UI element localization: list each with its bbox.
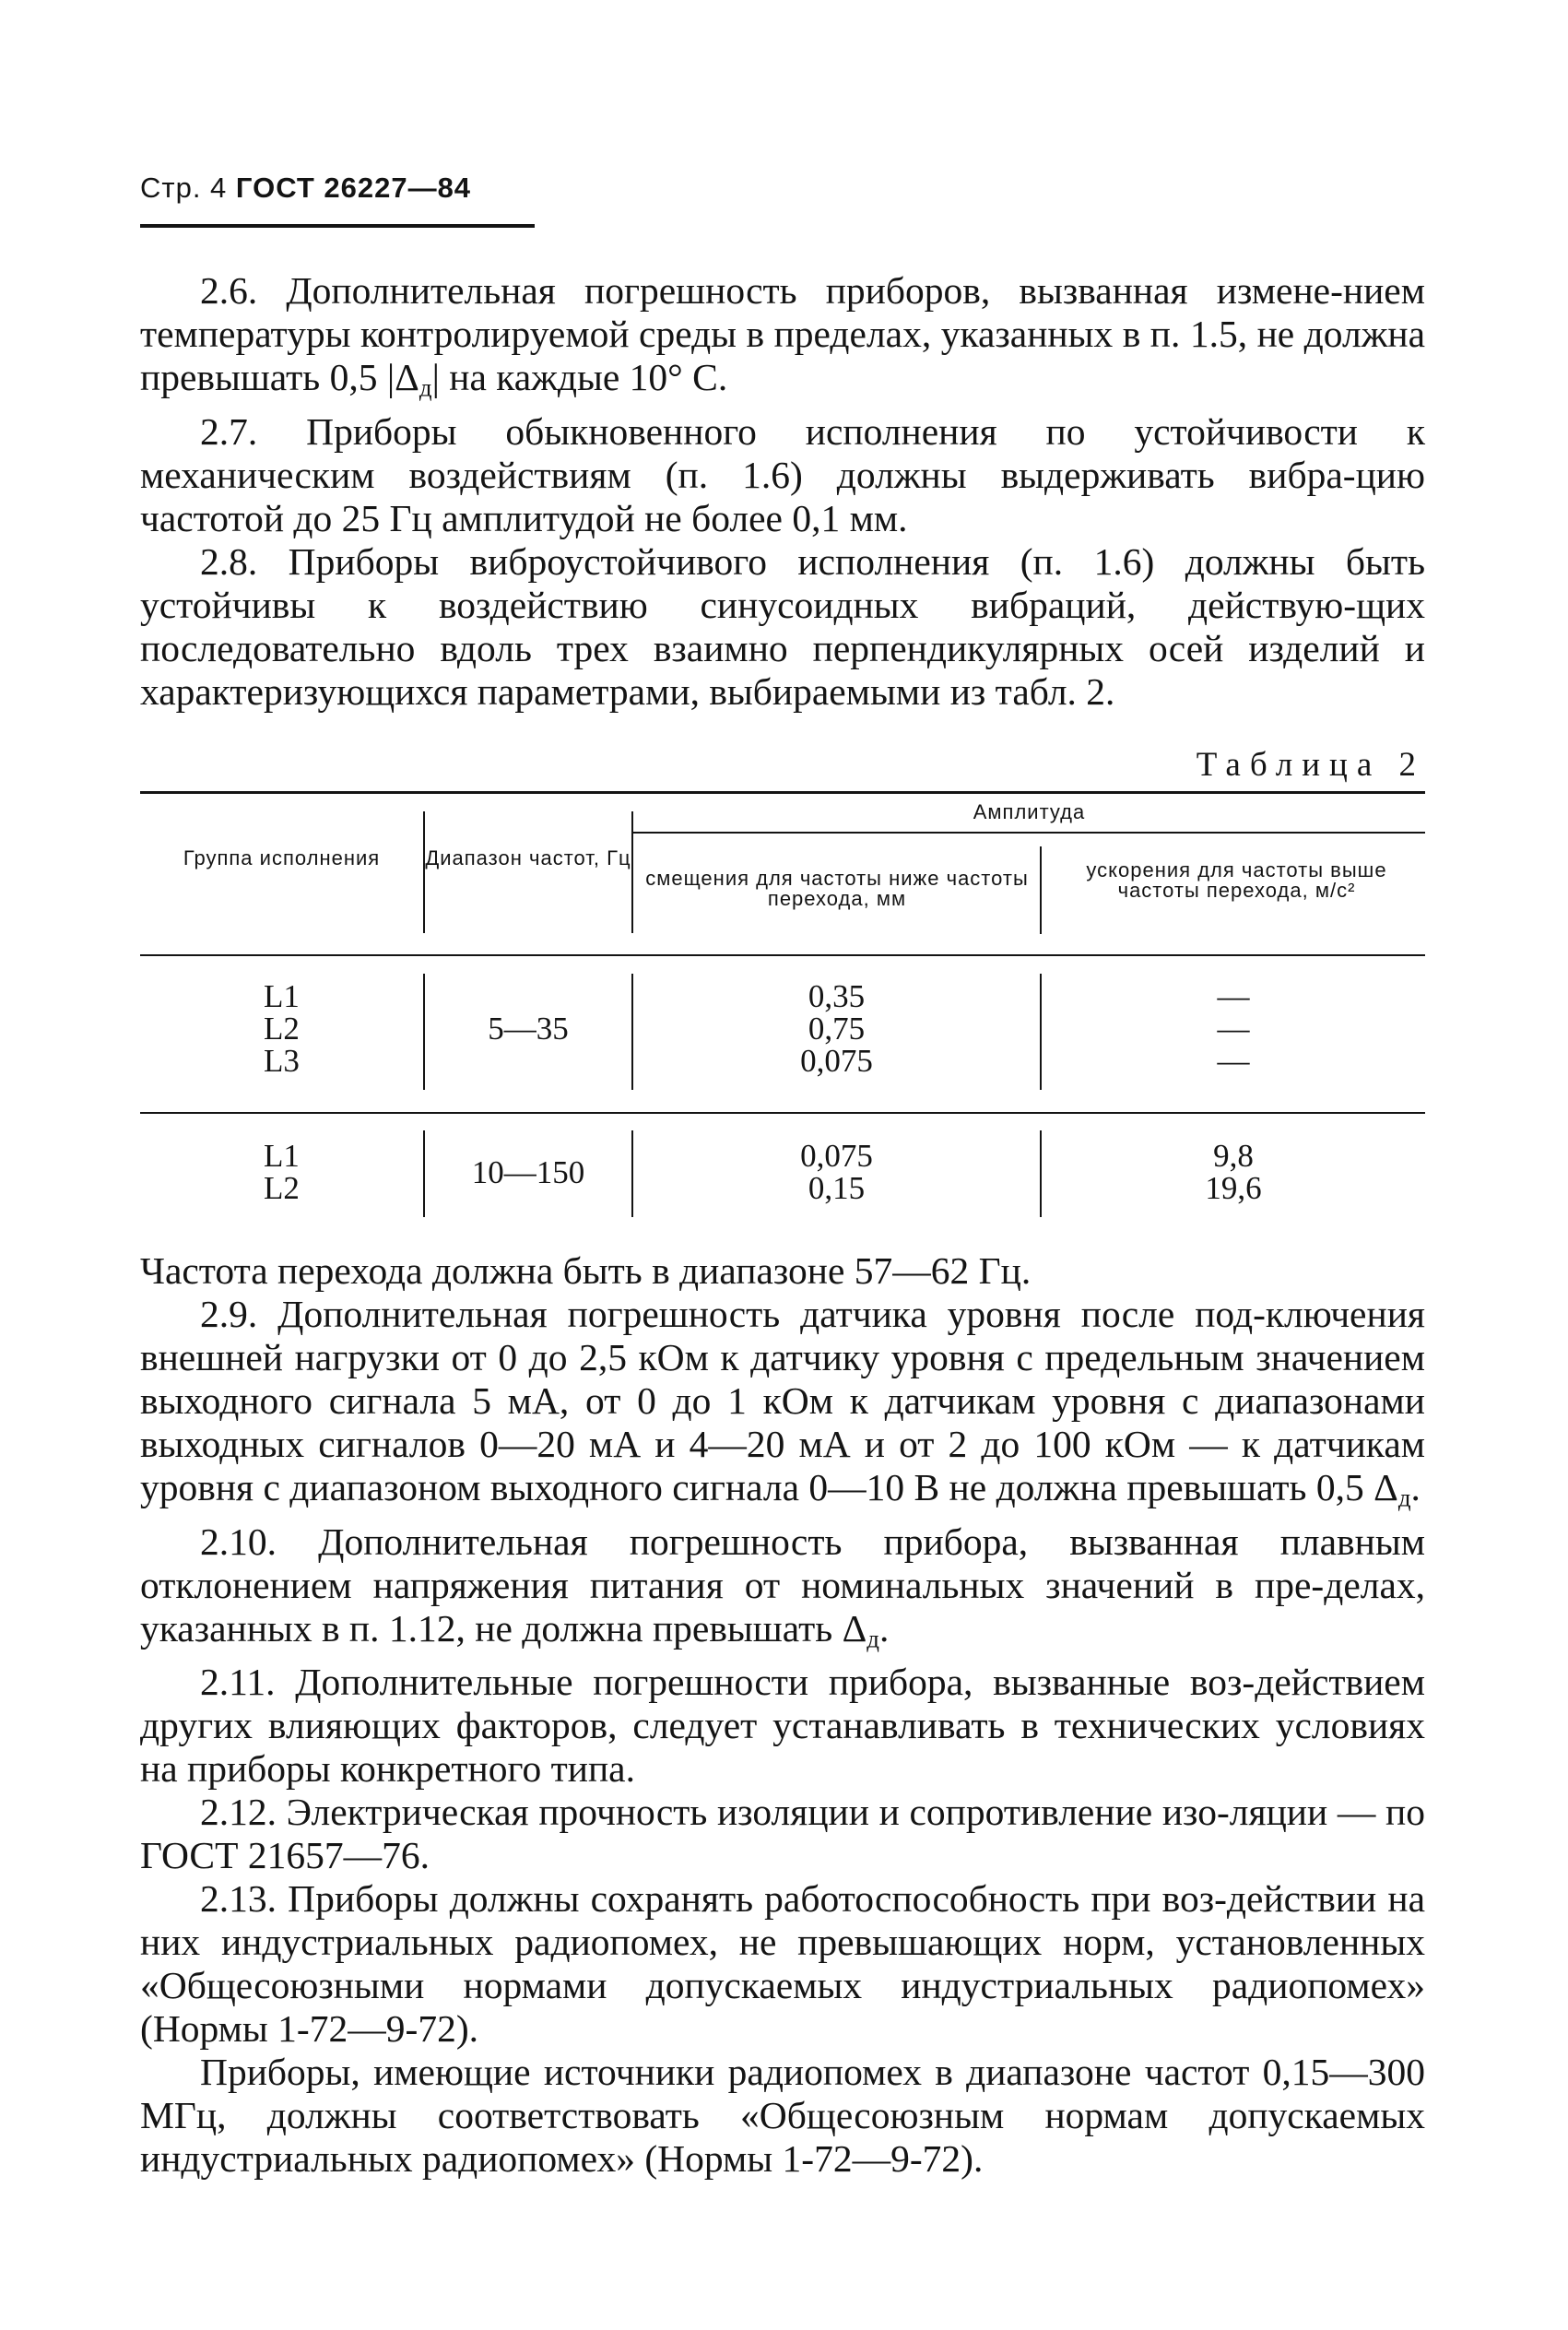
row1-range: 5—35: [488, 1011, 569, 1047]
table-top-rule: [140, 791, 1425, 794]
page-header: [140, 171, 471, 205]
row2-displacement: 0,075 0,15: [800, 1138, 873, 1206]
paragraph-2-11: 2.11. Дополнительные погрешности прибора, вызванные воз-действием других влияющих факторов, следует устанавливать в технических условиях на приборы конкретного типа.: [140, 1661, 1425, 1791]
header-group: Группа исполнения: [183, 846, 381, 869]
row2-range: 10—150: [471, 1154, 585, 1190]
table-caption: Таблица 2: [1196, 746, 1425, 784]
paragraph-radio-noise-sources: Приборы, имеющие источники радиопомех в диапазоне частот 0,15—300 МГц, должны соответствовать «Общесоюзным нормам допускаемых индустриальных радиопомех» (Нормы 1-72—9-72).: [140, 2051, 1425, 2181]
col-rule-1: [423, 811, 425, 933]
header-displacement: смещения для частоты ниже частоты перехода, мм: [645, 867, 1029, 910]
header-rule: [140, 224, 535, 228]
paragraph-2-10: 2.10. Дополнительная погрешность прибора, вызванная плавным отклонением напряжения питания от номинальных значений в пре-делах, указанных в п. 1.12, не должна превышать $\Delta_д$.: [140, 1520, 1425, 1653]
row1-groups: L1 L2 L3: [264, 978, 300, 1079]
header-acceleration: ускорения для частоты выше частоты перехода, м/с²: [1086, 858, 1387, 902]
header-bottom-rule: [140, 954, 1425, 956]
row2-groups: L1 L2: [264, 1138, 300, 1206]
row2-acceleration: 9,8 19,6: [1205, 1138, 1262, 1206]
header-range: Диапазон частот, Гц: [425, 846, 631, 869]
text-block-top: [140, 269, 1425, 714]
col-rule-2: [631, 811, 633, 933]
paragraph-2-7: 2.7. Приборы обыкновенного исполнения по устойчивости к механическим воздействиям (п. 1.6) должны выдерживать вибра-цию частотой до 25 Гц амплитудой не более 0,1 мм.: [140, 409, 1425, 539]
document-code: ГОСТ 26227—84: [235, 171, 472, 204]
paragraph-2-12: 2.12. Электрическая прочность изоляции и сопротивление изо-ляции — по ГОСТ 21657—76.: [140, 1791, 1425, 1877]
paragraph-2-8: 2.8. Приборы виброустойчивого исполнения (п. 1.6) должны быть устойчивы к воздействию синусоидных вибраций, действую-щих последовательно вдоль трех взаимно перпендикулярных осей изделий и характеризующихся параметрами, выбираемыми из табл. 2.: [140, 539, 1425, 713]
amplitude-header-rule: [632, 832, 1425, 834]
group-separator-rule: [140, 1112, 1425, 1114]
row1-acceleration: — — —: [1217, 978, 1250, 1079]
header-amplitude: Амплитуда: [973, 800, 1086, 823]
page-number: Стр. 4: [140, 171, 228, 204]
col-rule-3: [1040, 846, 1042, 934]
row1-displacement: 0,35 0,75 0,075: [800, 978, 873, 1079]
paragraph-2-9: 2.9. Дополнительная погрешность датчика уровня после под-ключения внешней нагрузки от 0 до 2,5 кОм к датчику уровня с предельным значением выходного сигнала 5 мА, от 0 до 1 кОм к датчикам уровня с диапазонами выходных сигналов 0—20 мА и 4—20 мА и от 2 до 100 кОм — к датчикам уровня с диапазоном выходного сигнала 0—10 В не должна превышать 0,5 $\Delta_д$.: [140, 1293, 1425, 1512]
table-2: [140, 791, 1425, 1217]
paragraph-2-13: 2.13. Приборы должны сохранять работоспособность при воз-действии на них индустриальных радиопомех, не превышающих норм, установленных «Общесоюзными нормами допускаемых индустриальных радиопомех» (Нормы 1-72—9-72).: [140, 1877, 1425, 2051]
text-block-bottom: [140, 1249, 1425, 2181]
paragraph-2-6: 2.6. Дополнительная погрешность приборов, вызванная измене-нием температуры контролируемой среды в пределах, указанных в п. 1.5, не должна превышать 0,5 $|\Delta_д|$ на каждые 10° С.: [140, 269, 1425, 402]
paragraph-transition-frequency: Частота перехода должна быть в диапазоне 57—62 Гц.: [140, 1249, 1032, 1292]
